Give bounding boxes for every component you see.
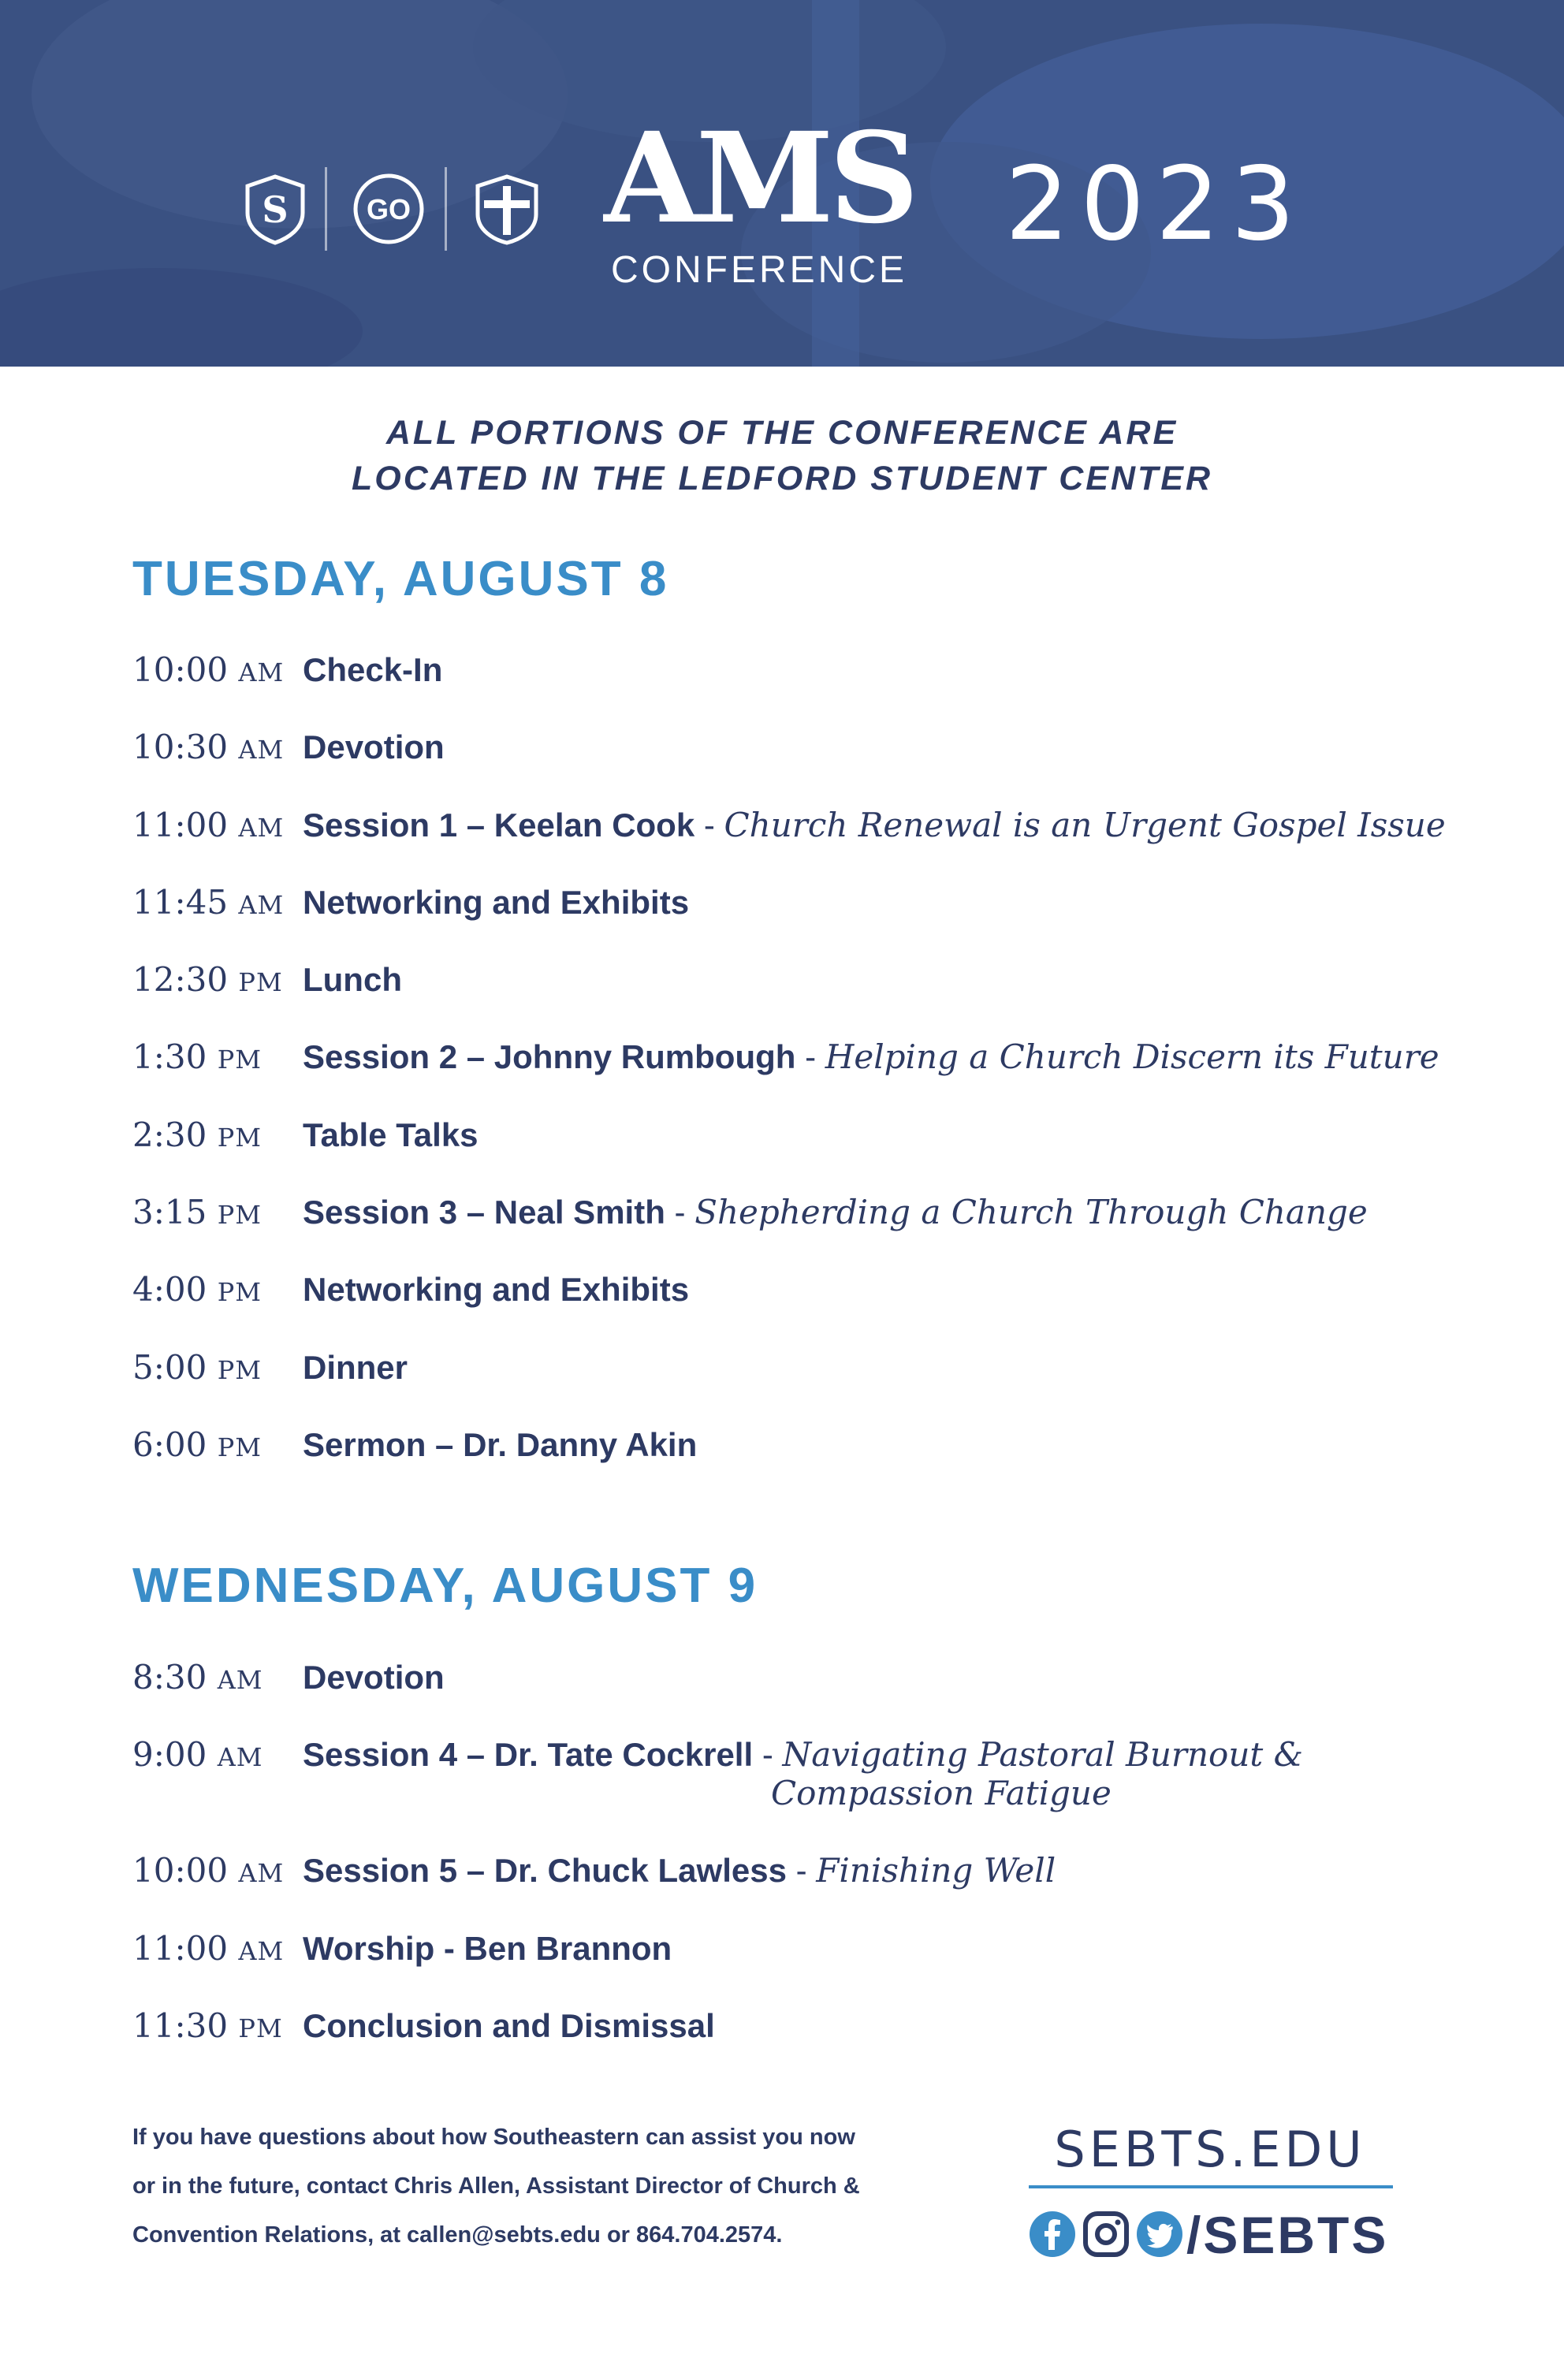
event-title: Conclusion and Dismissal [303, 2006, 715, 2044]
event-time: 2:30 PM [132, 1115, 262, 1154]
event-time: 3:15 PM [132, 1193, 262, 1232]
event-time: 1:30 PM [132, 1037, 262, 1077]
website-underline [1029, 2185, 1393, 2188]
conference-year: 2023 [1005, 146, 1306, 263]
location-notice [0, 410, 1564, 501]
twitter-icon[interactable] [1136, 2211, 1183, 2258]
event-time: 11:00 AM [132, 1928, 285, 1968]
svg-text:S: S [262, 188, 289, 231]
contact-line-3[interactable]: Convention Relations, at callen@sebts.edu or 864.704.2574. [132, 2222, 783, 2248]
go-circle-icon [352, 172, 426, 246]
session-topic: Helping a Church Discern its Future [825, 1037, 1439, 1077]
schedule-row [132, 648, 1473, 725]
schedule-row [132, 958, 1473, 1035]
session-topic: Church Renewal is an Urgent Gospel Issue [724, 805, 1446, 844]
event-title: Session 4 – Dr. Tate Cockrell - Navigating Pastoral Burnout & [303, 1735, 1303, 1775]
instagram-icon[interactable] [1082, 2211, 1130, 2258]
contact-info [132, 2113, 968, 2259]
event-title: Sermon – Dr. Danny Akin [303, 1425, 698, 1463]
schedule-row [132, 1268, 1473, 1345]
conference-subtitle: CONFERENCE [610, 249, 908, 291]
event-time: 6:00 PM [132, 1425, 262, 1464]
event-time: 8:30 AM [132, 1658, 263, 1697]
event-time: 10:00 AM [132, 650, 285, 689]
website-link[interactable]: SEBTS.EDU [1054, 2121, 1366, 2178]
day-heading-wednesday: WEDNESDAY, AUGUST 9 [132, 1559, 758, 1613]
event-time: 11:45 AM [132, 882, 285, 922]
event-title: Dinner [303, 1348, 408, 1386]
schedule-row [132, 1346, 1473, 1423]
event-time: 9:00 AM [132, 1735, 263, 1775]
event-time: 11:30 PM [132, 2006, 283, 2045]
schedule-row [132, 1423, 1473, 1500]
event-title: Networking and Exhibits [303, 1271, 690, 1309]
event-title: Check-In [303, 651, 443, 688]
event-time: 11:00 AM [132, 805, 285, 844]
event-time: 10:00 AM [132, 1851, 285, 1890]
schedule-row [132, 1733, 1473, 1849]
session-topic: Shepherding a Church Through Change [694, 1193, 1368, 1232]
contact-line-2: or in the future, contact Chris Allen, Assistant Director of Church & [132, 2173, 860, 2199]
event-title: Devotion [303, 1659, 445, 1696]
notice-line-2: LOCATED IN THE LEDFORD STUDENT CENTER [351, 460, 1213, 497]
schedule-row [132, 1849, 1473, 1926]
schedule-row [132, 1113, 1473, 1190]
schedule-tuesday [132, 648, 1473, 1500]
logo-divider [325, 167, 327, 251]
session-topic: Finishing Well [816, 1851, 1056, 1890]
session-topic: Navigating Pastoral Burnout & [782, 1735, 1303, 1775]
event-time: 4:00 PM [132, 1270, 262, 1309]
event-title: Session 5 – Dr. Chuck Lawless - Finishing Well [303, 1851, 1056, 1890]
social-handle[interactable]: /SEBTS [1186, 2206, 1389, 2264]
notice-line-1: ALL PORTIONS OF THE CONFERENCE ARE [385, 414, 1179, 452]
schedule-row [132, 725, 1473, 803]
schedule-row [132, 1927, 1473, 2004]
schedule-row [132, 1190, 1473, 1268]
session-topic-continued: Compassion Fatigue [771, 1774, 1112, 1813]
cross-shield-icon [470, 172, 544, 246]
event-title: Session 1 – Keelan Cook - Church Renewal is an Urgent Gospel Issue [303, 805, 1446, 844]
event-title: Networking and Exhibits [303, 883, 690, 921]
schedule-row [132, 881, 1473, 958]
conference-title: AMS [604, 106, 914, 251]
event-title: Worship - Ben Brannon [303, 1929, 672, 1967]
schedule-row [132, 1035, 1473, 1112]
event-title: Session 2 – Johnny Rumbough - Helping a Church Discern its Future [303, 1037, 1439, 1077]
event-title: Session 3 – Neal Smith - Shepherding a Church Through Change [303, 1193, 1368, 1232]
contact-line-1: If you have questions about how Southeastern can assist you now [132, 2125, 855, 2150]
facebook-icon[interactable] [1029, 2211, 1076, 2258]
schedule-row [132, 803, 1473, 881]
schedule-wednesday [132, 1656, 1473, 2081]
event-title: Table Talks [303, 1116, 479, 1153]
schedule-row [132, 2004, 1473, 2081]
social-links [1029, 2206, 1407, 2269]
day-heading-tuesday: TUESDAY, AUGUST 8 [132, 552, 669, 606]
shield-monogram-icon [238, 172, 312, 246]
event-title: Lunch [303, 961, 402, 999]
event-title: Devotion [303, 728, 445, 766]
schedule-row [132, 1656, 1473, 1733]
header-banner [0, 0, 1564, 367]
logo-divider [445, 167, 447, 251]
event-time: 12:30 PM [132, 960, 283, 1000]
event-time: 10:30 AM [132, 728, 285, 767]
event-time: 5:00 PM [132, 1347, 262, 1387]
svg-text:GO: GO [366, 193, 411, 225]
